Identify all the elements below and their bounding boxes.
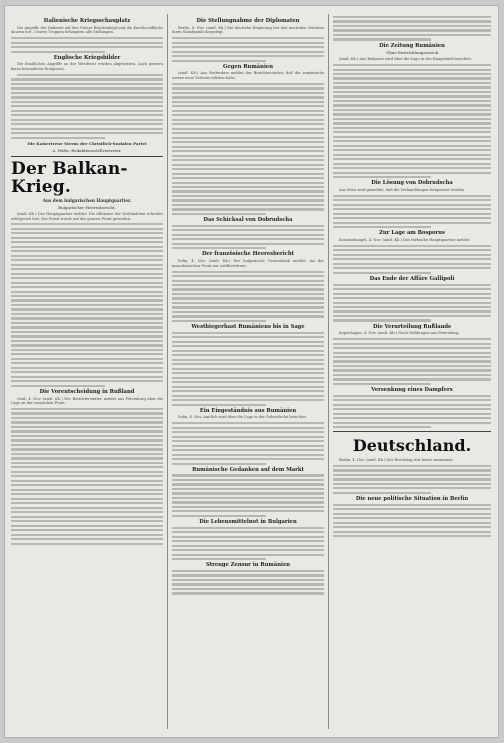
text-block [172, 37, 324, 62]
headline: Ein Eingeständnis aus Rumänien [199, 407, 297, 414]
text-block [333, 395, 491, 429]
text-block [333, 16, 491, 41]
headline: Englische Kriegsbilder [53, 54, 121, 61]
section-subtitle: Aus dem bulgarischen Hauptquartier. [42, 197, 132, 203]
divider [333, 431, 491, 432]
text-block [172, 527, 324, 561]
paragraph: Kopenhagen, 4. Nov. (amtl. Kb.) Nach Meldungen aus Petersburg. [339, 331, 460, 336]
paragraph: Die feindlichen Angriffe an der Westfront wurden abgewiesen. Auch gestern keine besonderen Ereignisse. [11, 62, 163, 72]
paragraph: Aus Wien wird gemeldet, daß die Verhandlungen fortgesetzt werden. [339, 188, 466, 193]
paragraph: (amtl. Kb.) Das Hauptquartier meldet: Die Offensive der Verbündeten schreitet erfolgreich fort. Der Feind wurde auf der ganzen Front geworfen. [11, 211, 163, 221]
headline: Zur Lage am Bosporus [379, 230, 445, 237]
headline: Strenge Zensur in Rumänien [205, 562, 291, 569]
column-2 [172, 16, 324, 597]
headline: Die Zeitung Rumänien [379, 42, 445, 49]
section-title: Der Balkan-Krieg. [11, 159, 128, 197]
headline: Rumänische Gedanken auf dem Markt [192, 466, 304, 473]
divider [11, 156, 163, 157]
headline: Das Schicksal von Dobrudscha [203, 217, 293, 224]
paragraph: Konstantinopel, 4. Nov. (amtl. Kb.) Das türkische Hauptquartier meldet. [339, 238, 471, 243]
section-title: Deutschland. [352, 436, 472, 456]
notice-line: Die Kaisertreue Sterns der Christlich-Sozialen Partei [27, 141, 147, 147]
text-block [333, 504, 491, 538]
headline: Westbiegerhast Rumäniens bis in Sage [191, 324, 305, 331]
newspaper-page [5, 6, 498, 737]
headline: Italienische Kriegsschauplatz [43, 18, 131, 24]
text-block [11, 74, 163, 139]
paragraph: Berlin, 4. Nov. (amtl. Kb.) Der Reichstag trat heute zusammen. [339, 458, 454, 463]
headline: Die Vorentscheidung in Rußland [39, 388, 135, 395]
section-subtitle: Bulgarischer Heeresbericht. [58, 204, 116, 210]
column-1 [11, 16, 163, 547]
text-block [333, 465, 491, 494]
headline: Die Stellungnahme der Diplomaten [196, 18, 300, 24]
column-3 [333, 16, 491, 540]
headline: Der französische Heeresbericht [201, 251, 295, 258]
headline: Die Lösung von Dobrudscha [371, 180, 453, 187]
paragraph: Die Angriffe der Italiener auf den Görzer Brückenkopf und die Karsthochfläche dauern fort. Unsere Truppen behaupten alle Stellungen. [11, 25, 163, 35]
headline: Das Ende der Affäre Gallipoli [369, 275, 455, 282]
paragraph: Sofia, 4. Nov. Amtlich wird über die Lage in der Dobrudscha berichtet. [178, 415, 308, 420]
text-block [333, 284, 491, 322]
text-block [333, 245, 491, 274]
headline: Gegen Rumänien [223, 63, 273, 70]
text-block [172, 83, 324, 215]
headline: Die Verurteilung Rußlands [373, 323, 451, 330]
text-block [172, 570, 324, 595]
headline: Versenkung eines Dampfers [371, 387, 453, 394]
column-rule [328, 14, 329, 729]
text-block [333, 195, 491, 229]
text-block [11, 37, 163, 53]
column-rule [167, 14, 168, 729]
subheadline: Ohne Entwicklungszweck [385, 50, 439, 56]
text-block [172, 332, 324, 406]
paragraph: (amtl. Kb.) Aus Bukarest wird über die Lage in der Hauptstadt berichtet. [339, 57, 473, 62]
text-block [172, 271, 324, 323]
text-block [172, 422, 324, 465]
notice-line: u. Höfer, Redaktionsstellvertreter. [52, 148, 122, 154]
headline: Die Lebensmittelnot in Bulgarien [199, 518, 297, 525]
text-block [333, 64, 491, 178]
paragraph: Berlin, 4. Nov. (amtl. Kb.) Die deutsche Regierung hat den neutralen Mächten ihren Standpunkt dargelegt. [172, 25, 324, 35]
paragraph: Sofia, 4. Nov. (amtl. Kb.) Der bulgarische Generalstab meldet: An der mazedonischen Front nur Artilleriefeuer. [172, 259, 324, 268]
paragraph: (amtl. Kb.) Aus Rotterdam meldet der Berichterstatter, daß die rumänische Armee neue Verluste erlitten habe. [172, 71, 324, 81]
text-block [11, 223, 163, 387]
text-block [11, 408, 163, 545]
paragraph: Genf, 4. Nov. (amtl. Kb.) Der Berichterstatter meldet aus Petersburg über die Lage an der russischen Front. [11, 396, 163, 406]
text-block [172, 474, 324, 517]
text-block [172, 225, 324, 250]
headline: Die neue politische Situation in Berlin [355, 495, 469, 502]
text-block [333, 338, 491, 385]
